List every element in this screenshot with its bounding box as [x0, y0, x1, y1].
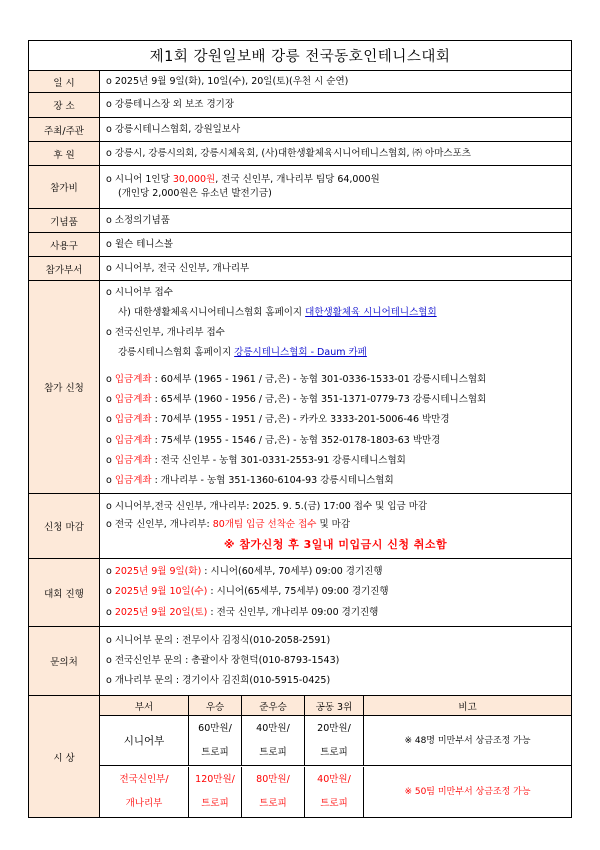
- label-contact: 문의처: [29, 627, 100, 695]
- account-label: 입금계좌: [114, 394, 152, 405]
- prize-trophy: 트로피: [259, 797, 287, 809]
- senior-apply-text: 사) 대한생활체육시니어테니스협회 홈페이지: [118, 306, 306, 318]
- label-ball: 사용구: [29, 233, 100, 256]
- account-text: : 60세부 (1965 - 1961 / 금,은) - 농협 301-0336-1533-01 강릉시테니스협회: [151, 373, 487, 385]
- schedule-date: 2025년 9월 20일(토): [114, 606, 208, 618]
- prize-note: ※ 50팀 미만부서 상금조정 가능: [404, 786, 531, 797]
- prize-header: 비고: [364, 696, 571, 716]
- fee-line-2: (개인당 2,000원은 유소년 발전기금): [118, 188, 272, 199]
- prize-division: [100, 767, 189, 817]
- schedule-text: : 시니어(60세부, 70세부) 09:00 경기진행: [201, 566, 383, 578]
- prize-amount: 120만원/: [195, 773, 235, 785]
- row-host: [29, 118, 571, 142]
- fee-post: , 전국 신인부, 개나리부 팀당 64,000원: [215, 174, 380, 185]
- row-ball: [29, 233, 571, 257]
- row-divisions: [29, 257, 571, 281]
- ball-text: o 윌슨 테니스볼: [106, 238, 173, 250]
- row-schedule: [29, 559, 571, 627]
- row-gift: [29, 209, 571, 233]
- daum-cafe-link[interactable]: 강릉시테니스협회 - Daum 카페: [234, 347, 367, 359]
- tournament-notice: [28, 40, 572, 818]
- prize-header: 준우승: [242, 696, 305, 716]
- prize-cell: [189, 767, 242, 817]
- fee-line-1: [106, 173, 565, 187]
- account-text: : 전국 신인부 - 농협 301-0331-2553-91 강릉시테니스협회: [151, 454, 406, 466]
- account-text: : 개나리부 - 농협 351-1360-6104-93 강릉시테니스협회: [151, 475, 394, 487]
- account-text: : 75세부 (1955 - 1546 / 금,은) - 농협 352-0178-1803-63 박만경: [151, 434, 441, 446]
- account-text: : 65세부 (1960 - 1956 / 금,은) - 농협 351-1371-0779-73 강릉시테니스협회: [151, 394, 487, 405]
- row-date: [29, 71, 571, 93]
- contact-item: o 개나리부 문의 : 경기이사 김진희(010-5915-0425): [106, 675, 331, 687]
- senior-apply-head: o 시니어부 접수: [106, 286, 173, 298]
- page-title: 제1회 강원일보배 강릉 전국동호인테니스대회: [29, 41, 571, 71]
- prize-cell: [242, 767, 305, 817]
- label-prize: 시 상: [29, 696, 100, 817]
- account-item: o 입금계좌 : 전국 신인부 - 농협 301-0331-2553-91 강릉시테니스협회: [106, 454, 406, 466]
- label-gift: 기념품: [29, 209, 100, 232]
- prize-amount: 40만원/: [317, 773, 351, 785]
- prize-trophy: 트로피: [201, 746, 229, 758]
- prize-trophy: 트로피: [320, 797, 348, 809]
- account-item: o 입금계좌 : 70세부 (1955 - 1951 / 금,은) - 카카오 3333-201-5006-46 박만경: [106, 414, 450, 426]
- schedule-date: 2025년 9월 10일(수): [114, 586, 208, 598]
- cancel-notice: ※ 참가신청 후 3일내 미입금시 신청 취소함: [223, 538, 448, 551]
- date-text: o 2025년 9월 9일(화), 10일(수), 20일(토)(우천 시 순연): [106, 75, 349, 87]
- label-sponsor: 후 원: [29, 142, 100, 165]
- contact-item: o 시니어부 문의 : 전무이사 김정식(010-2058-2591): [106, 634, 331, 646]
- account-item: o 입금계좌 : 60세부 (1965 - 1961 / 금,은) - 농협 301-0336-1533-01 강릉시테니스협회: [106, 373, 487, 385]
- deadline-post: 및 마감: [316, 519, 351, 530]
- label-venue: 장 소: [29, 93, 100, 117]
- row-sponsor: [29, 142, 571, 166]
- schedule-item: o 2025년 9월 10일(수) : 시니어(65세부, 75세부) 09:00 경기진행: [106, 586, 389, 598]
- label-host: 주최/주관: [29, 118, 100, 141]
- account-label: 입금계좌: [114, 454, 152, 466]
- deadline-line-2: [106, 518, 565, 532]
- open-apply-line: [106, 343, 565, 363]
- prize-header: 우승: [189, 696, 242, 716]
- prize-trophy: 트로피: [201, 797, 229, 809]
- account-label: 입금계좌: [114, 414, 152, 426]
- account-label: 입금계좌: [114, 434, 152, 446]
- fee-pre: o 시니어 1인당: [106, 174, 173, 185]
- division-name: 전국신인부/: [119, 773, 169, 785]
- row-prize: [29, 696, 571, 817]
- prize-header: 공동 3위: [305, 696, 364, 716]
- contact-item: o 전국신인부 문의 : 총괄이사 장현덕(010-8793-1543): [106, 654, 340, 666]
- gift-text: o 소정의기념품: [106, 214, 170, 226]
- account-item: o 입금계좌 : 개나리부 - 농협 351-1360-6104-93 강릉시테니스협회: [106, 475, 394, 487]
- prize-cell: [305, 716, 364, 766]
- prize-table: [100, 696, 571, 817]
- schedule-item: o 2025년 9월 9일(화) : 시니어(60세부, 70세부) 09:00 경기진행: [106, 566, 383, 578]
- prize-amount: 60만원/: [198, 722, 232, 734]
- prize-amount: 80만원/: [256, 773, 290, 785]
- row-venue: [29, 93, 571, 118]
- prize-cell: [189, 716, 242, 766]
- divisions-text: o 시니어부, 전국 신인부, 개나리부: [106, 262, 250, 274]
- prize-note: ※ 48명 미만부서 상금조정 가능: [364, 716, 571, 766]
- prize-amount: 20만원/: [317, 722, 351, 734]
- row-deadline: [29, 494, 571, 559]
- account-item: o 입금계좌 : 75세부 (1955 - 1546 / 금,은) - 농협 352-0178-1803-63 박만경: [106, 434, 441, 446]
- prize-trophy: 트로피: [320, 746, 348, 758]
- open-apply-head: o 전국신인부, 개나리부 접수: [106, 327, 225, 339]
- senior-apply-line: [106, 303, 565, 323]
- label-deadline: 신청 마감: [29, 494, 100, 558]
- prize-trophy: 트로피: [259, 746, 287, 758]
- label-fee: 참가비: [29, 166, 100, 208]
- prize-cell: [305, 767, 364, 817]
- account-text: : 70세부 (1955 - 1951 / 금,은) - 카카오 3333-201-5006-46 박만경: [151, 414, 450, 426]
- deadline-line-1: o 시니어부,전국 신인부, 개나리부: 2025. 9. 5.(금) 17:00 접수 및 입금 마감: [106, 501, 428, 512]
- schedule-text: : 전국 신인부, 개나리부 09:00 경기진행: [207, 606, 379, 618]
- account-item: o 입금계좌 : 65세부 (1960 - 1956 / 금,은) - 농협 351-1371-0779-73 강릉시테니스협회: [106, 394, 487, 405]
- senior-association-link[interactable]: 대한생활체육 시니어테니스협회: [305, 306, 437, 318]
- deadline-pre: o 전국 신인부, 개나리부:: [106, 519, 213, 530]
- label-divisions: 참가부서: [29, 257, 100, 280]
- prize-amount: 40만원/: [256, 722, 290, 734]
- account-label: 입금계좌: [114, 373, 152, 385]
- label-date: 일 시: [29, 71, 100, 92]
- account-label: 입금계좌: [114, 475, 152, 487]
- host-text: o 강릉시테니스협회, 강원일보사: [106, 123, 241, 135]
- schedule-item: o 2025년 9월 20일(토) : 전국 신인부, 개나리부 09:00 경기진행: [106, 606, 379, 618]
- row-fee: [29, 166, 571, 209]
- schedule-date: 2025년 9월 9일(화): [114, 566, 202, 578]
- venue-text: o 강릉테니스장 외 보조 경기장: [106, 99, 235, 110]
- prize-division: 시니어부: [100, 716, 189, 766]
- label-schedule: 대회 진행: [29, 559, 100, 626]
- open-apply-text: 강릉시테니스협회 홈페이지: [118, 347, 235, 359]
- sponsor-text: o 강릉시, 강릉시의회, 강릉시체육회, (사)대한생활체육시니어테니스협회, ㈜ 아마스포츠: [106, 147, 471, 159]
- label-apply: 참가 신청: [29, 281, 100, 493]
- prize-header: 부서: [100, 696, 189, 716]
- row-contact: [29, 627, 571, 696]
- senior-fee: 30,000원: [172, 174, 216, 185]
- prize-cell: [242, 716, 305, 766]
- schedule-text: : 시니어(65세부, 75세부) 09:00 경기진행: [207, 586, 389, 598]
- deadline-limit: 80개팀 입금 선착순 접수: [212, 519, 317, 530]
- division-name: 개나리부: [125, 797, 163, 809]
- row-apply: [29, 281, 571, 494]
